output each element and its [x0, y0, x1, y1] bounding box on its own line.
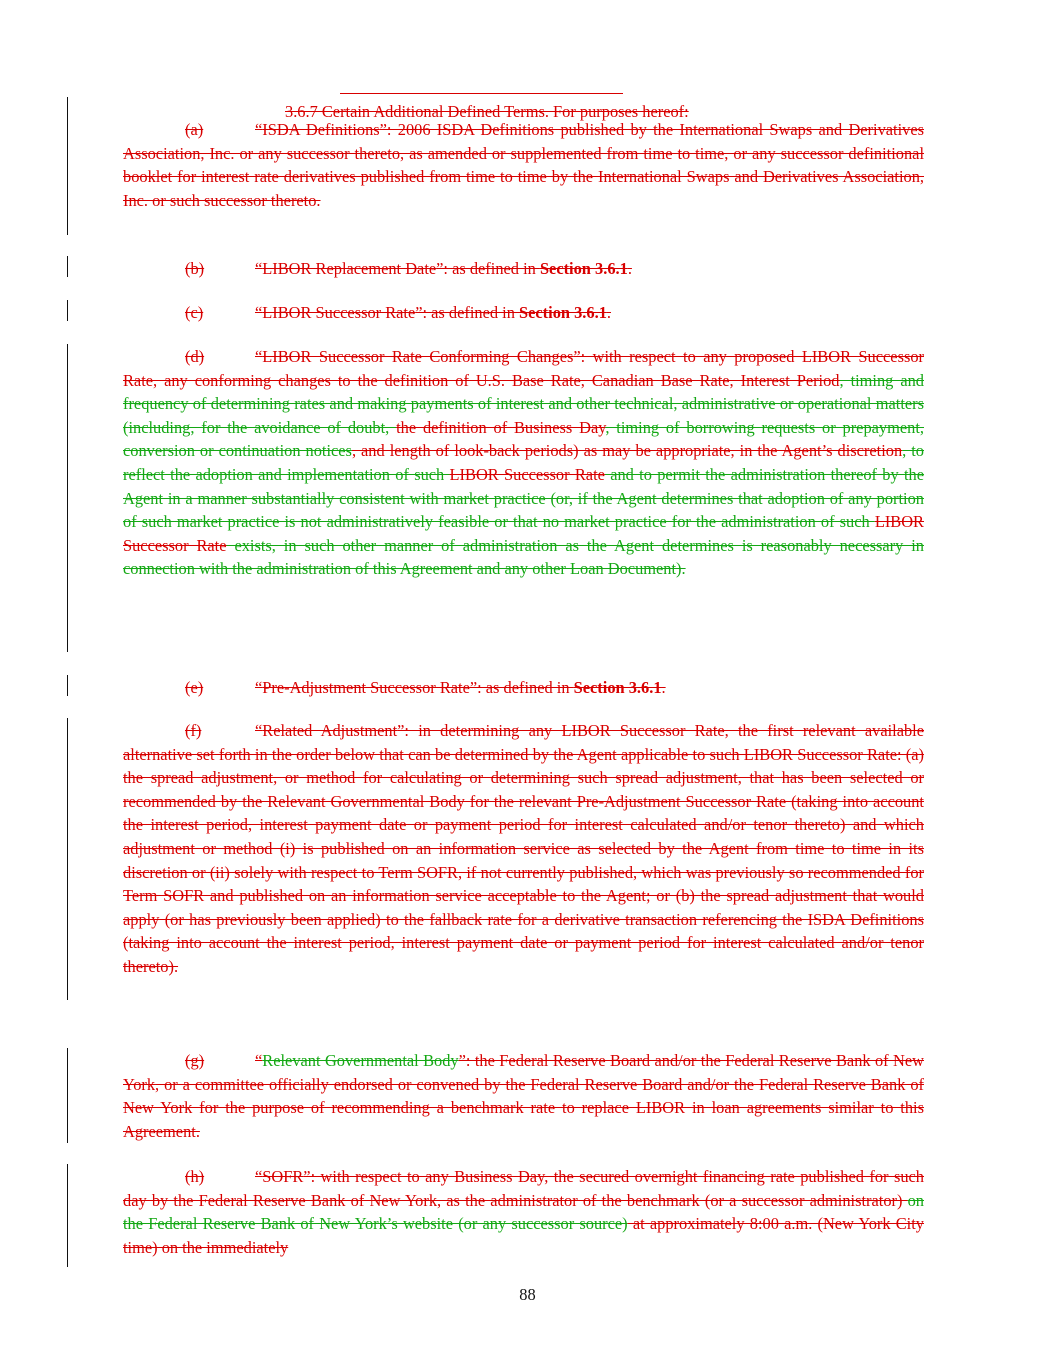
change-bar [67, 256, 68, 277]
defined-term: ISDA Definitions [262, 120, 380, 139]
section-heading: 3.6.7 Certain Additional Defined Terms. For purposes hereof: [285, 102, 689, 121]
paragraph-text: ”: 2006 ISDA Definitions published by the International Swaps and Derivatives Association, Inc. or any successor thereto, as amended or supplemented from time to time, or any successor definitional booklet for interest rate derivatives published from time to time by the International Swaps and Derivatives Association, Inc. or such successor thereto. [123, 120, 924, 210]
paragraph-text: ”: as defined in [469, 678, 574, 697]
paragraph-text: at approximately 8:00 a.m. (New York City time) on the immediately [123, 1214, 924, 1257]
paragraph-text: . [661, 678, 666, 697]
paragraph-text: ”: as defined in [415, 303, 520, 322]
change-bar [67, 1164, 68, 1267]
change-bar [67, 675, 68, 696]
paragraph-text: ”: with respect to any proposed LIBOR Successor Rate, any conforming changes to the definition of U.S. Base Rate, Canadian Base Rate, Interest Period [123, 347, 924, 390]
paragraph-label: (e) [185, 678, 204, 697]
definition-relevant-body [123, 1049, 924, 1143]
paragraph-label: (f) [185, 721, 202, 740]
definition-related-adjustment [123, 719, 924, 979]
change-bar [67, 300, 68, 321]
paragraph-text: ”: in determining any LIBOR Successor Rate, the first relevant available alternative set forth in the order below that can be determined by the Agent applicable to such LIBOR Successor Rate: (a) the spread adjustment, or method for calculating or determining such spread adjustment, that has been selected or recommended by the Relevant Governmental Body for the relevant Pre-Adjustment Successor Rate (taking into account the interest period, interest payment date or payment period for interest calculated and/or tenor thereto) and which adjustment or method (i) is published on an information service as selected by the Agent from time to time in its discretion or (ii) solely with respect to Term SOFR, if not currently published, which was previously so recommended for Term SOFR and published on an information service acceptable to the Agent; or (b) the spread adjustment that would apply (or has previously been applied) to the fallback rate for a derivative transaction referencing the ISDA Definitions (taking into account the interest period, interest payment date or payment period for interest calculated and/or tenor thereto). [123, 721, 924, 976]
paragraph-text: Section 3.6.1 [519, 303, 607, 322]
change-bar [67, 718, 68, 1000]
paragraph-text: “ [255, 347, 263, 366]
definition-conforming-changes [123, 345, 924, 581]
paragraph-text: on the Federal Reserve Bank of New York’s website (or any successor source) [123, 1190, 924, 1234]
definition-libor-replacement-date [123, 257, 924, 281]
defined-term: Relevant Governmental Body [262, 1051, 459, 1070]
paragraph-text: , timing and frequency of determining rates and making payments of interest and other technical, administrative or operational matters (including, for the avoidance of doubt, [123, 370, 924, 437]
defined-term: LIBOR Replacement Date [262, 259, 437, 278]
paragraph-label: (d) [185, 347, 205, 366]
paragraph-text: and to permit the administration thereof by the Agent in a manner substantially consistent with market practice (or, if the Agent determines that adoption of any portion of such market practice is not administratively feasible or that no market practice for the administration of such [123, 464, 925, 532]
change-bar [67, 344, 68, 652]
paragraph-text: “ [255, 259, 263, 278]
defined-term: SOFR [262, 1167, 304, 1186]
change-bar [67, 97, 68, 235]
paragraph-text: “ [255, 1051, 263, 1070]
defined-term: Related Adjustment [262, 721, 398, 740]
definition-libor-successor-rate [123, 301, 924, 325]
paragraph-text: ”: as defined in [436, 259, 540, 278]
paragraph-text: ”: the Federal Reserve Board and/or the Federal Reserve Bank of New York [123, 1051, 924, 1094]
definition-isda [123, 118, 924, 212]
defined-term: LIBOR Successor Rate Conforming Changes [262, 347, 574, 366]
paragraph-text: Section 3.6.1 [539, 259, 628, 278]
paragraph-label: (g) [185, 1051, 205, 1070]
paragraph-text: Section 3.6.1 [573, 678, 662, 697]
paragraph-text: . [606, 303, 611, 322]
paragraph-label: (c) [185, 303, 204, 322]
paragraph-text: , and length of look-back periods) as may be appropriate, in the Agent’s discretion [351, 441, 903, 461]
paragraph-text: , to reflect the adoption and implementation of such [123, 441, 924, 484]
paragraph-text: LIBOR Successor Rate [449, 464, 605, 484]
paragraph-label: (b) [185, 259, 205, 278]
change-bar [67, 1048, 68, 1143]
defined-term: Pre-Adjustment Successor Rate [262, 678, 470, 697]
definition-sofr [123, 1165, 924, 1259]
paragraph-text: , or a committee officially endorsed or convened by the Federal Reserve Board and/or the Federal Reserve Bank of New York for the purpose of recommending a benchmark rate to replace LIBOR in loan agreements similar to this Agreement. [123, 1074, 924, 1141]
paragraph-text: , timing of borrowing requests or prepayment, conversion or continuation notices [123, 417, 924, 461]
heading-rule [340, 93, 623, 94]
paragraph-text: “ [255, 678, 263, 697]
paragraph-text: “ [255, 721, 263, 740]
paragraph-label: (h) [185, 1167, 205, 1186]
paragraph-text: “ [255, 1167, 263, 1186]
paragraph-text: ”: with respect to any Business Day, the secured overnight financing rate published for such day by the Federal Reserve Bank of New York, as the administrator of the benchmark (or a successor administrator) [123, 1167, 924, 1210]
definition-pre-adjustment-rate [123, 676, 924, 700]
paragraph-label: (a) [185, 120, 204, 139]
defined-term: LIBOR Successor Rate [262, 303, 416, 322]
paragraph-text: . [627, 259, 632, 278]
paragraph-text: “ [255, 303, 263, 322]
paragraph-text: exists, in such other manner of administration as the Agent determines is reasonably necessary in connection with the administration of this Agreement and any other Loan Document). [123, 535, 924, 579]
paragraph-text: LIBOR Successor Rate [123, 512, 924, 555]
paragraph-text: “ [255, 120, 263, 139]
paragraph-text: the definition of Business Day [396, 417, 606, 437]
page-number: 88 [519, 1285, 536, 1304]
